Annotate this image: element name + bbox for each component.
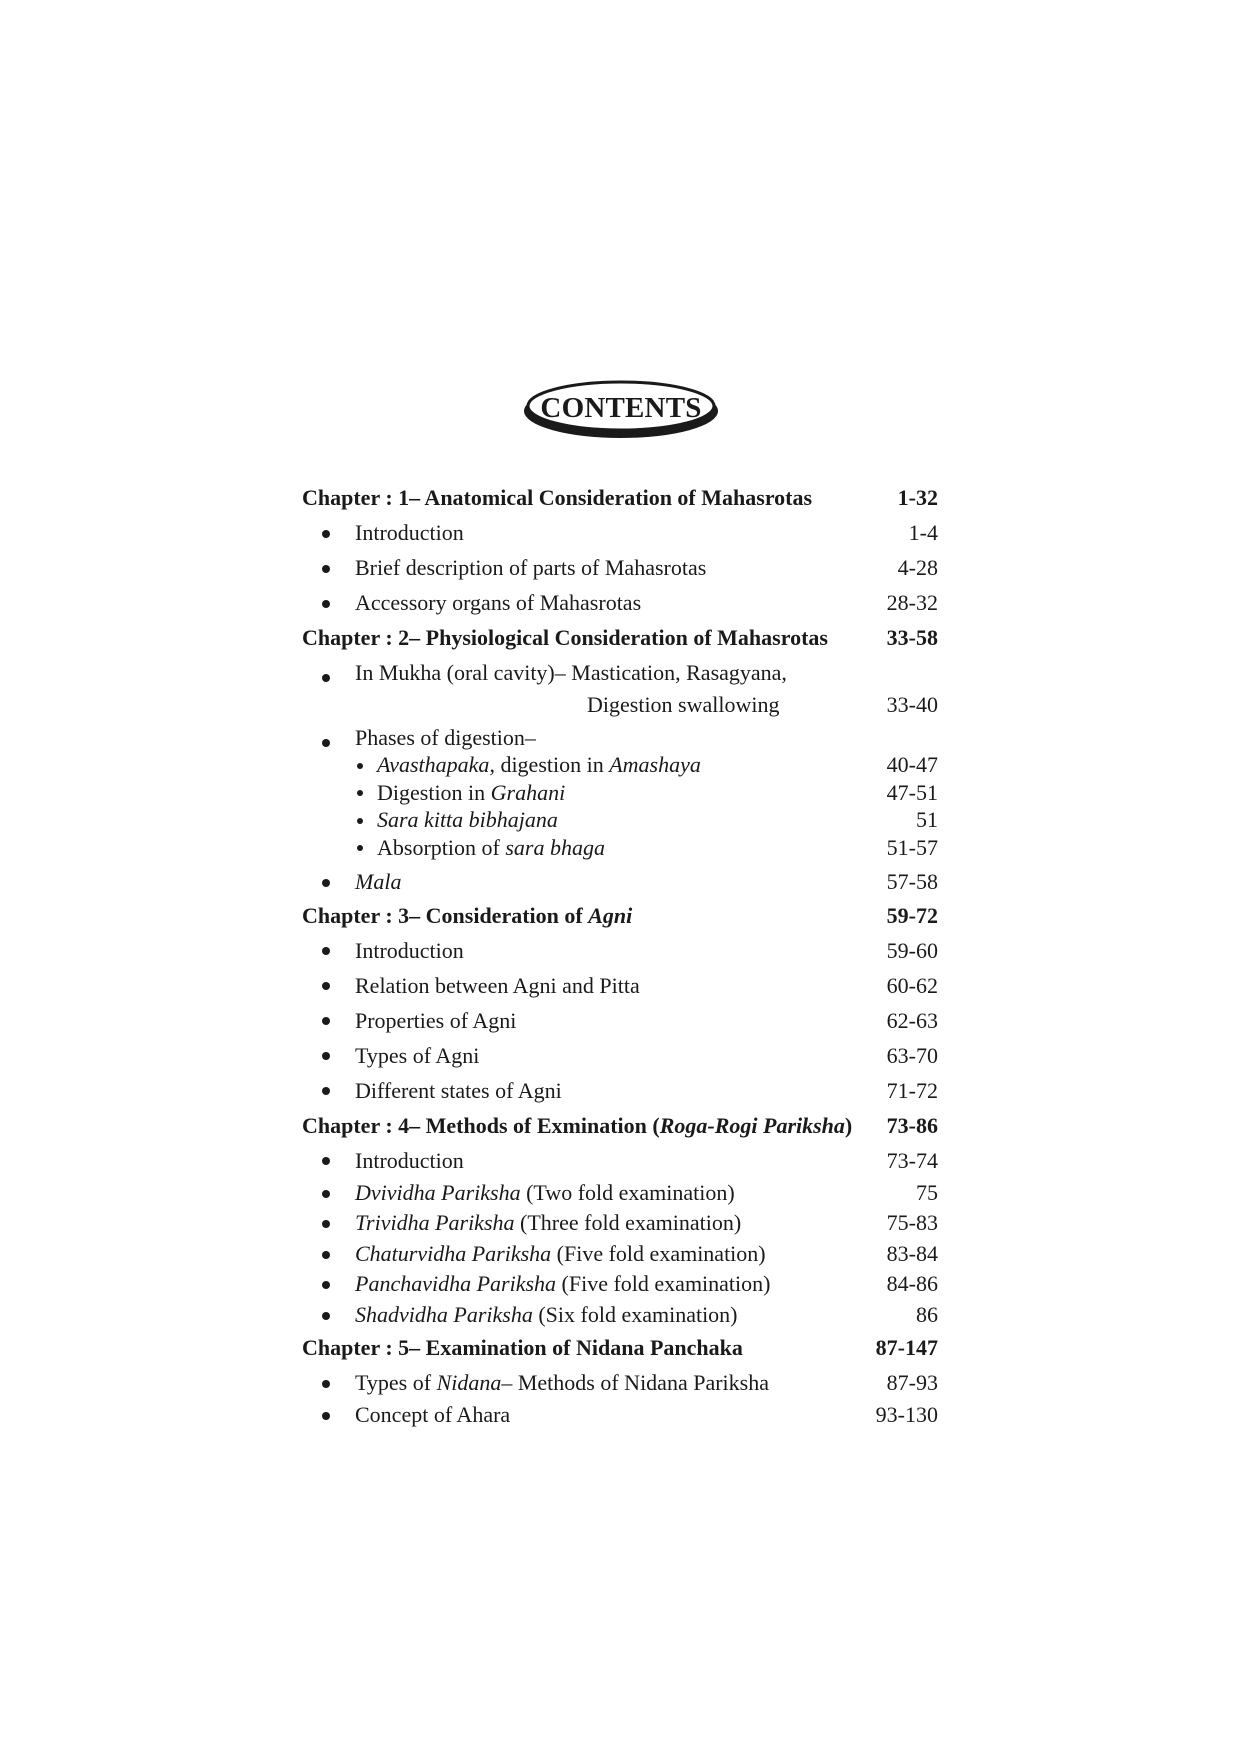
small-bullet-icon (357, 845, 363, 851)
toc-entry[interactable] (302, 1003, 938, 1038)
bullet-icon (322, 1157, 330, 1165)
chapter-pages: 87-147 (875, 1335, 938, 1360)
entry-pages: 75 (916, 1179, 938, 1205)
toc-subentry[interactable] (302, 834, 938, 862)
entry-label-line2: Digestion swallowing (587, 692, 780, 717)
entry-label: Types of Agni (355, 1042, 480, 1068)
chapter-1-heading[interactable] (302, 480, 938, 515)
table-of-contents (302, 480, 938, 1431)
chapter-title: Chapter : 3– Consideration of Agni (302, 902, 633, 928)
subentry-pages: 51-57 (886, 834, 938, 860)
entry-pages: 1-4 (908, 520, 938, 545)
bullet-icon (322, 1251, 330, 1259)
subentry-label: Sara kitta bibhajana (377, 807, 558, 832)
entry-pages: 62-63 (886, 1007, 938, 1033)
entry-label: Shadvidha Pariksha (Six fold examination) (355, 1301, 738, 1327)
toc-subentry[interactable] (302, 779, 938, 807)
entry-pages: 4-28 (897, 555, 938, 580)
subentry-label: Avasthapaka, digestion in Amashaya (377, 752, 701, 777)
toc-entry[interactable] (302, 1365, 938, 1400)
toc-entry[interactable] (302, 968, 938, 1003)
chapter-title: Chapter : 1– Anatomical Consideration of Mahasrotas (302, 485, 813, 510)
contents-title-badge (521, 379, 721, 441)
bullet-icon (322, 674, 330, 682)
chapter-pages: 1-32 (897, 485, 938, 510)
chapter-pages: 59-72 (886, 902, 938, 928)
toc-entry[interactable] (302, 1300, 938, 1331)
subentry-label: Digestion in Grahani (377, 779, 566, 805)
toc-entry[interactable] (302, 515, 938, 550)
entry-label: Introduction (355, 520, 464, 545)
entry-label: Phases of digestion– (355, 725, 536, 750)
chapter-5-heading[interactable] (302, 1330, 938, 1365)
chapter-3-heading[interactable] (302, 898, 938, 933)
bullet-icon (322, 1052, 330, 1060)
toc-entry[interactable] (302, 1400, 938, 1431)
small-bullet-icon (357, 790, 363, 796)
chapter-pages: 73-86 (886, 1112, 938, 1138)
chapter-title: Chapter : 2– Physiological Consideration of Mahasrotas (302, 625, 828, 650)
toc-subentry[interactable] (302, 806, 938, 834)
bullet-icon (322, 982, 330, 990)
toc-entry[interactable] (302, 1038, 938, 1073)
small-bullet-icon (357, 763, 363, 769)
chapter-title: Chapter : 4– Methods of Exmination (Roga-Rogi Pariksha) (302, 1112, 853, 1138)
entry-pages: 83-84 (886, 1240, 938, 1266)
entry-pages: 28-32 (886, 590, 938, 615)
subentry-pages: 51 (916, 807, 938, 832)
entry-label: Mala (355, 869, 402, 894)
entry-label: Introduction (355, 1147, 464, 1173)
bullet-icon (322, 565, 330, 573)
entry-pages: 93-130 (875, 1402, 938, 1427)
entry-pages: 57-58 (886, 869, 938, 894)
entry-label: Accessory organs of Mahasrotas (355, 590, 642, 615)
bullet-icon (322, 1220, 330, 1228)
entry-label: Different states of Agni (355, 1077, 562, 1103)
entry-label: Chaturvidha Pariksha (Five fold examination) (355, 1240, 766, 1266)
entry-label: Panchavidha Pariksha (Five fold examination) (355, 1271, 771, 1296)
bullet-icon (322, 530, 330, 538)
toc-subentry[interactable] (302, 751, 938, 779)
bullet-icon (322, 879, 330, 887)
entry-pages: 84-86 (886, 1271, 938, 1296)
entry-label: Trividha Pariksha (Three fold examination) (355, 1210, 742, 1235)
toc-entry[interactable] (302, 1239, 938, 1270)
entry-pages: 59-60 (886, 937, 938, 963)
toc-entry[interactable] (302, 1269, 938, 1300)
toc-entry[interactable] (302, 1208, 938, 1239)
entry-pages: 33-40 (886, 692, 938, 717)
page-title: CONTENTS (540, 391, 702, 424)
entry-label: Brief description of parts of Mahasrotas (355, 555, 707, 580)
small-bullet-icon (357, 818, 363, 824)
toc-entry-phases[interactable] (302, 721, 938, 751)
chapter-pages: 33-58 (886, 625, 938, 650)
entry-label: Dvividha Pariksha (Two fold examination) (355, 1179, 735, 1205)
bullet-icon (322, 1412, 330, 1420)
toc-entry[interactable] (302, 1073, 938, 1108)
subentry-label: Absorption of sara bhaga (377, 834, 605, 860)
entry-pages: 71-72 (886, 1077, 938, 1103)
chapter-4-heading[interactable] (302, 1108, 938, 1143)
bullet-icon (322, 1190, 330, 1198)
bullet-icon (322, 600, 330, 608)
entry-label: Relation between Agni and Pitta (355, 972, 640, 998)
bullet-icon (322, 1380, 330, 1388)
toc-entry[interactable] (302, 933, 938, 968)
entry-label-line1: In Mukha (oral cavity)– Mastication, Rasagyana, (355, 660, 787, 685)
entry-pages: 63-70 (886, 1042, 938, 1068)
toc-entry[interactable] (302, 1143, 938, 1178)
bullet-icon (322, 739, 330, 747)
subentry-pages: 47-51 (886, 779, 938, 805)
chapter-2-heading[interactable] (302, 620, 938, 655)
entry-pages: 86 (916, 1301, 938, 1327)
chapter-title: Chapter : 5– Examination of Nidana Panchaka (302, 1335, 743, 1360)
bullet-icon (322, 1017, 330, 1025)
bullet-icon (322, 1281, 330, 1289)
entry-pages: 73-74 (886, 1147, 938, 1173)
bullet-icon (322, 1087, 330, 1095)
entry-label: Types of Nidana– Methods of Nidana Pariksha (355, 1370, 769, 1395)
toc-entry[interactable] (302, 867, 938, 898)
entry-pages: 75-83 (886, 1210, 938, 1235)
entry-pages: 60-62 (886, 972, 938, 998)
toc-entry[interactable] (302, 585, 938, 620)
entry-label: Concept of Ahara (355, 1402, 511, 1427)
entry-label: Introduction (355, 937, 464, 963)
toc-entry-mukha[interactable] (302, 655, 938, 721)
entry-pages: 87-93 (886, 1370, 938, 1395)
entry-label: Properties of Agni (355, 1007, 517, 1033)
toc-entry[interactable] (302, 1178, 938, 1209)
toc-entry[interactable] (302, 550, 938, 585)
bullet-icon (322, 947, 330, 955)
subentry-pages: 40-47 (886, 752, 938, 777)
bullet-icon (322, 1312, 330, 1320)
